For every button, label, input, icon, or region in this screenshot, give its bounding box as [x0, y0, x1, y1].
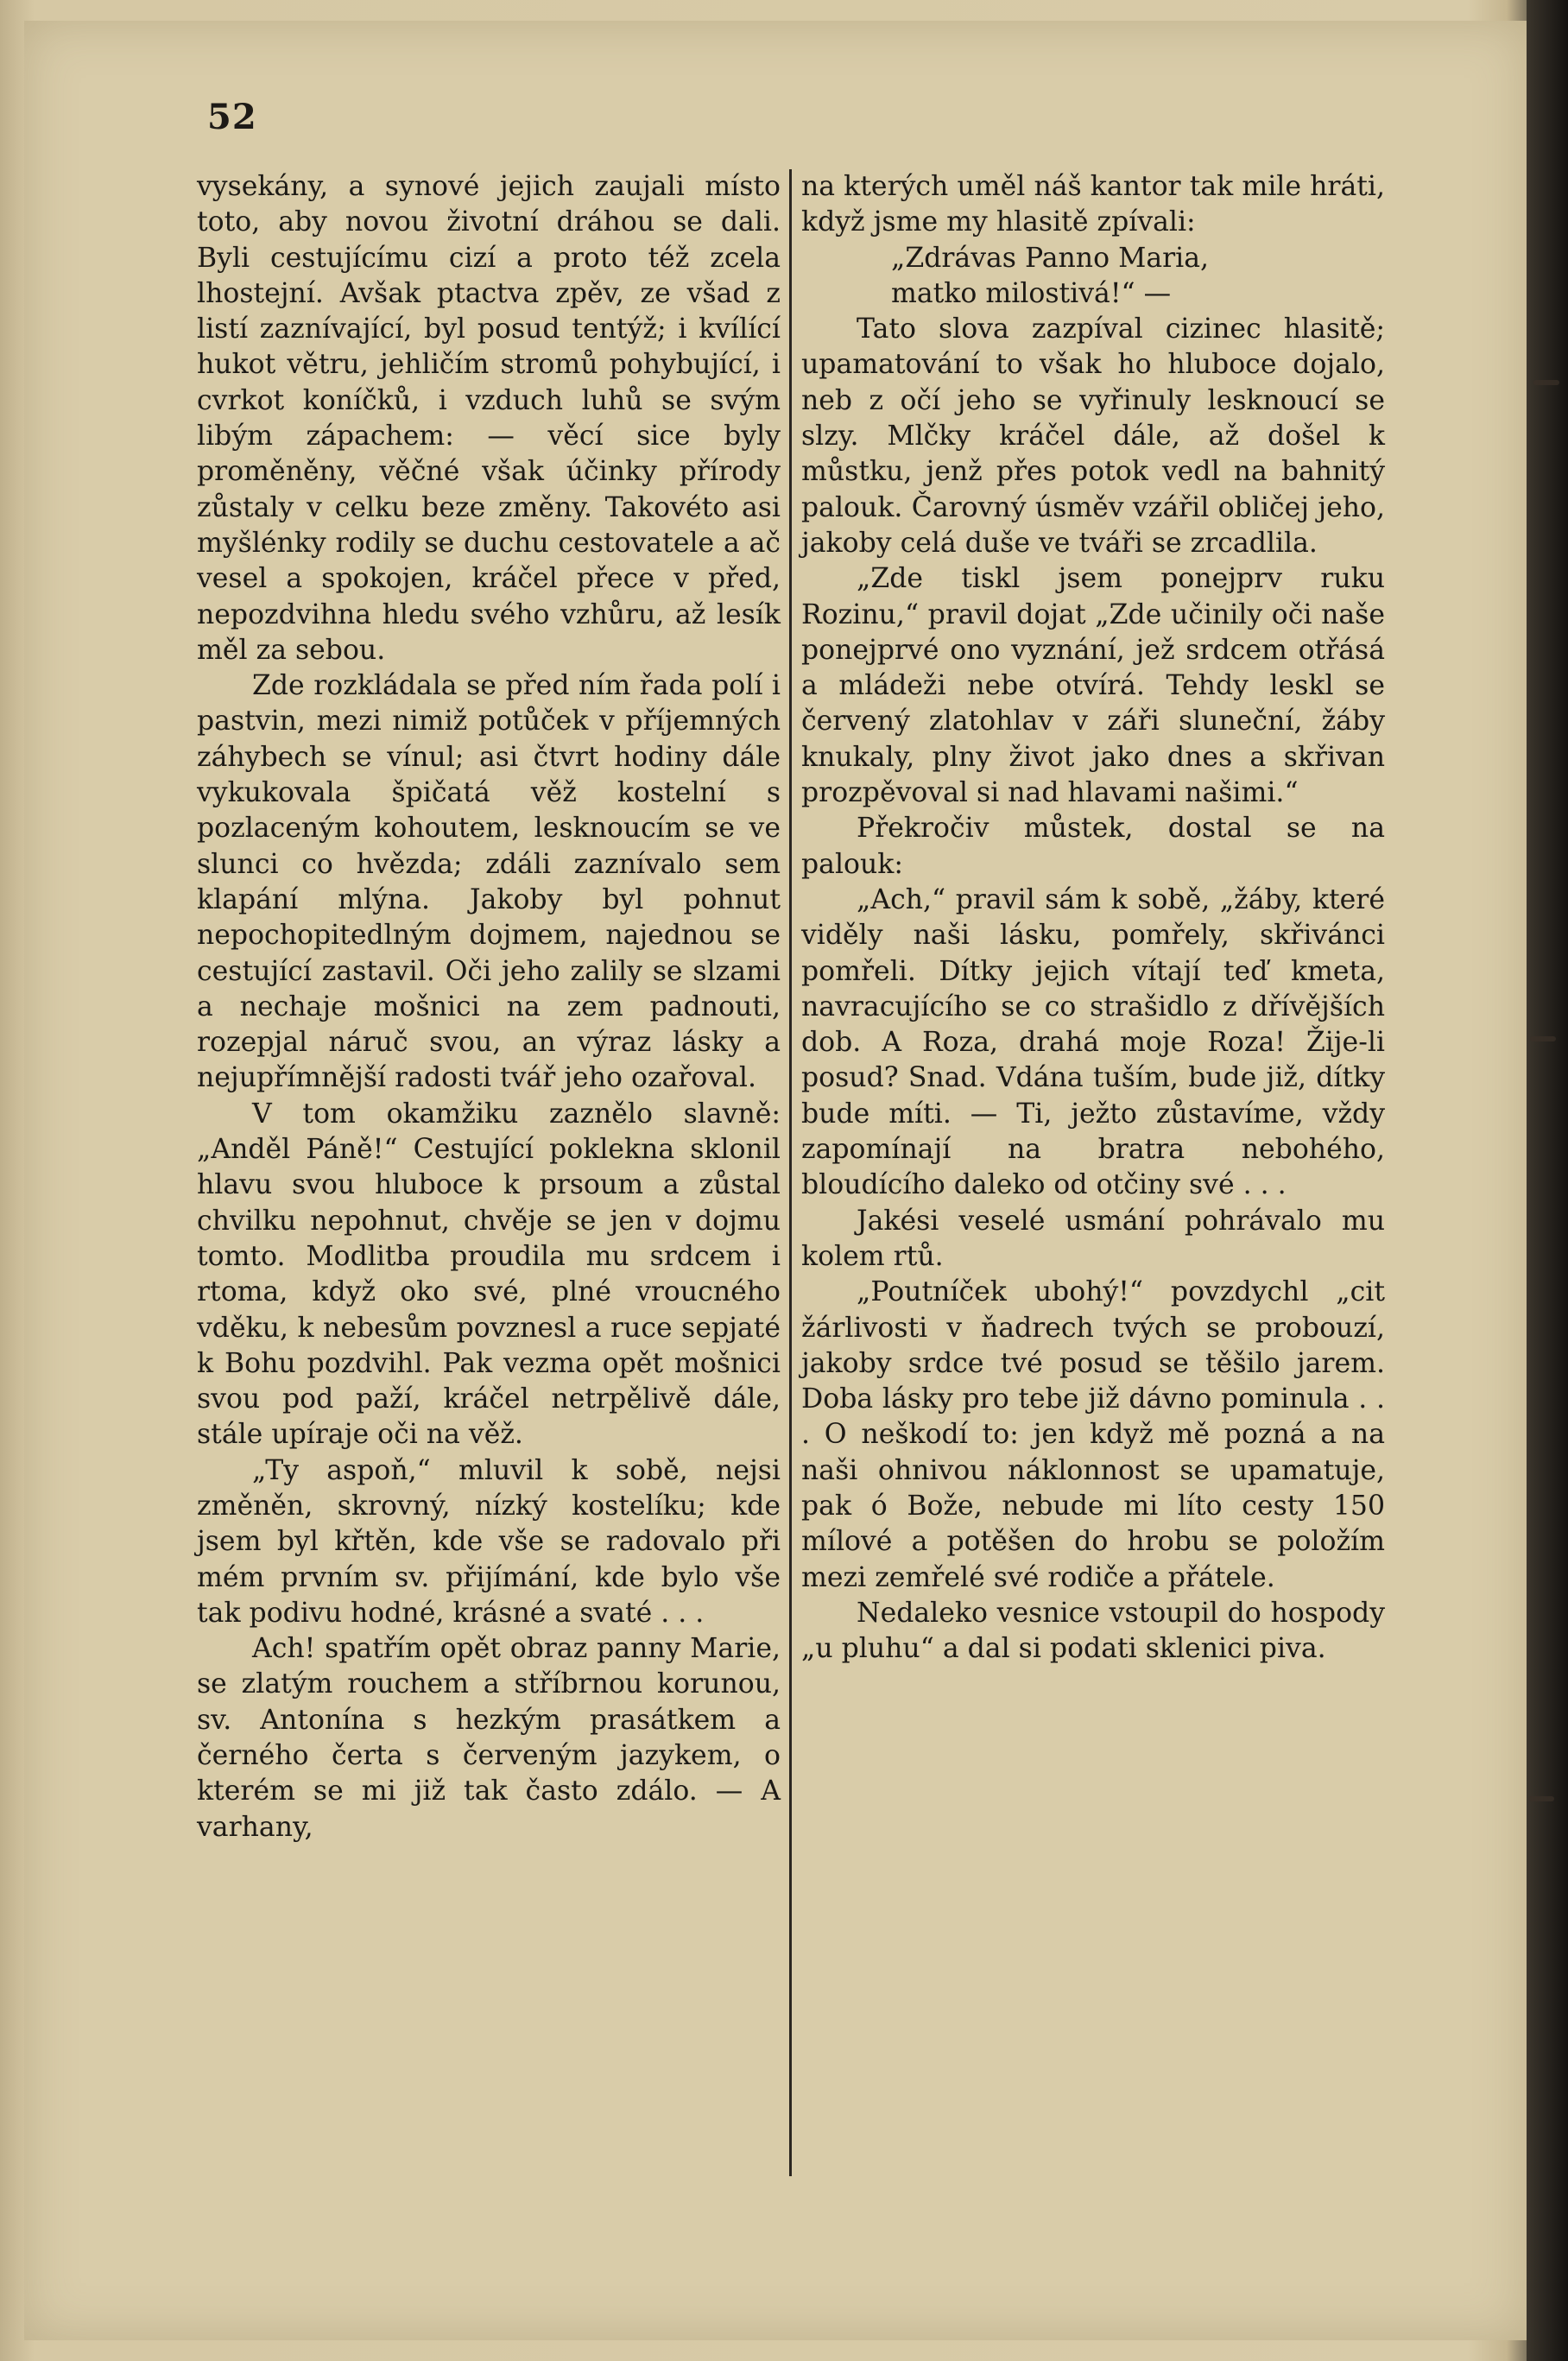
- paragraph: „Ty aspoň,“ mluvil k sobě, nejsi změněn, skrovný, nízký kostelíku; kde jsem byl křtěn, kde vše se radovalo při mém prvním sv. přijímání, kde bylo vše tak podivu hodné, krásné a svaté . . .: [197, 1454, 781, 1629]
- ink-smudge: [1530, 1036, 1556, 1041]
- paragraph: na kterých uměl náš kantor tak mile hráti, když jsme my hlasitě zpívali:: [801, 171, 1385, 238]
- paragraph: Jakési veselé usmání pohrávalo mu kolem rtů.: [801, 1205, 1385, 1272]
- paragraph: „Zde tiskl jsem ponejprv ruku Rozinu,“ pravil dojat „Zde učinily oči naše ponejprvé ono vyznání, jež srdcem otřásá a mládeži nebe otvírá. Tehdy leskl se červený zlatohlav v záři sluneční, žáby knukaly, plny život jako dnes a skřivan prozpěvoval si nad hlavami našimi.“: [801, 563, 1385, 809]
- ink-smudge: [1528, 1796, 1554, 1801]
- page-number: 52: [207, 97, 257, 137]
- verse-line: „Zdrávas Panno Maria,: [891, 242, 1210, 274]
- paragraph: vysekány, a synové jejich zaujali místo toto, aby novou životní dráhou se dali. Byli cestujícímu cizí a proto též zcela lhostejní. Avšak ptactva zpěv, ze všad z listí zaznívající, byl posud tentýž; i kvílící hukot větru, jehličím stromů pohybující, i cvrkot koníčků, i vzduch luhů se svým libým zápachem: — věcí sice byly proměněny, věčné však účinky přírody zůstaly v celku beze změny. Takovéto asi myšlénky rodily se duchu cestovatele a ač vesel a spokojen, kráčel přece v před, nepozdvihna hledu svého vzhůru, až lesík měl za sebou.: [197, 171, 781, 666]
- column-divider: [789, 169, 792, 2176]
- verse-line: matko milostivá!“ —: [891, 277, 1172, 309]
- ink-smudge: [1533, 380, 1559, 385]
- left-column: [197, 169, 781, 1845]
- right-column: [801, 169, 1385, 1667]
- paragraph: Ach! spatřím opět obraz panny Marie, se zlatým rouchem a stříbrnou korunou, sv. Antonína s hezkým prasátkem a černého čerta s červeným jazykem, o kterém se mi již tak často zdálo. — A varhany,: [197, 1633, 781, 1843]
- paragraph: Nedaleko vesnice vstoupil do hospody „u pluhu“ a dal si podati sklenici piva.: [801, 1597, 1385, 1665]
- paragraph: Překročiv můstek, dostal se na palouk:: [801, 813, 1385, 880]
- paragraph: V tom okamžiku zaznělo slavně: „Anděl Páně!“ Cestující poklekna sklonil hlavu svou hluboce k prsoum a zůstal chvilku nepohnut, chvěje se jen v dojmu tomto. Modlitba proudila mu srdcem i rtoma, když oko své, plné vroucného vděku, k nebesům povznesl a ruce sepjaté k Bohu pozdvihl. Pak vezma opět mošnici svou pod paží, kráčel netrpělivě dále, stále upíraje oči na věž.: [197, 1098, 781, 1451]
- paragraph: „Poutníček ubohý!“ povzdychl „cit žárlivosti v ňadrech tvých se probouzí, jakoby srdce tvé posud se těšilo jarem. Doba lásky pro tebe již dávno pominula . . . O neškodí to: jen když mě pozná a na naši ohnivou náklonnost se upamatuje, pak ó Bože, nebude mi líto cesty 150 mílové a potěšen do hrobu se položím mezi zemřelé své rodiče a přátele.: [801, 1276, 1385, 1593]
- paragraph: Zde rozkládala se před ním řada polí i pastvin, mezi nimiž potůček v příjemných záhybech se vínul; asi čtvrt hodiny dále vykukovala špičatá věž kostelní s pozlaceným kohoutem, lesknoucím se ve slunci co hvězda; zdáli zaznívalo sem klapání mlýna. Jakoby byl pohnut nepochopitedlným dojmem, najednou se cestující zastavil. Oči jeho zalily se slzami a nechaje mošnici na zem padnouti, rozepjal náruč svou, an výraz lásky a nejupřímnější radosti tvář jeho ozařoval.: [197, 670, 781, 1094]
- paragraph: Tato slova zazpíval cizinec hlasitě; upamatování to však ho hluboce dojalo, neb z očí jeho se vyřinuly lesknoucí se slzy. Mlčky kráčel dále, až došel k můstku, jenž přes potok vedl na bahnitý palouk. Čarovný úsměv vzářil obličej jeho, jakoby celá duše ve tváři se zrcadlila.: [801, 313, 1385, 559]
- binding-edge: [1527, 0, 1568, 2361]
- paragraph: „Ach,“ pravil sám k sobě, „žáby, které viděly naši lásku, pomřely, skřivánci pomřeli. Dítky jejich vítají teď kmeta, navracujícího se co strašidlo z dřívějších dob. A Roza, drahá moje Roza! Žije-li posud? Snad. Vdána tuším, bude již, dítky bude míti. — Ti, ježto zůstavíme, vždy zapomínají na bratra nebohého, bloudícího daleko od otčiny své . . .: [801, 883, 1385, 1201]
